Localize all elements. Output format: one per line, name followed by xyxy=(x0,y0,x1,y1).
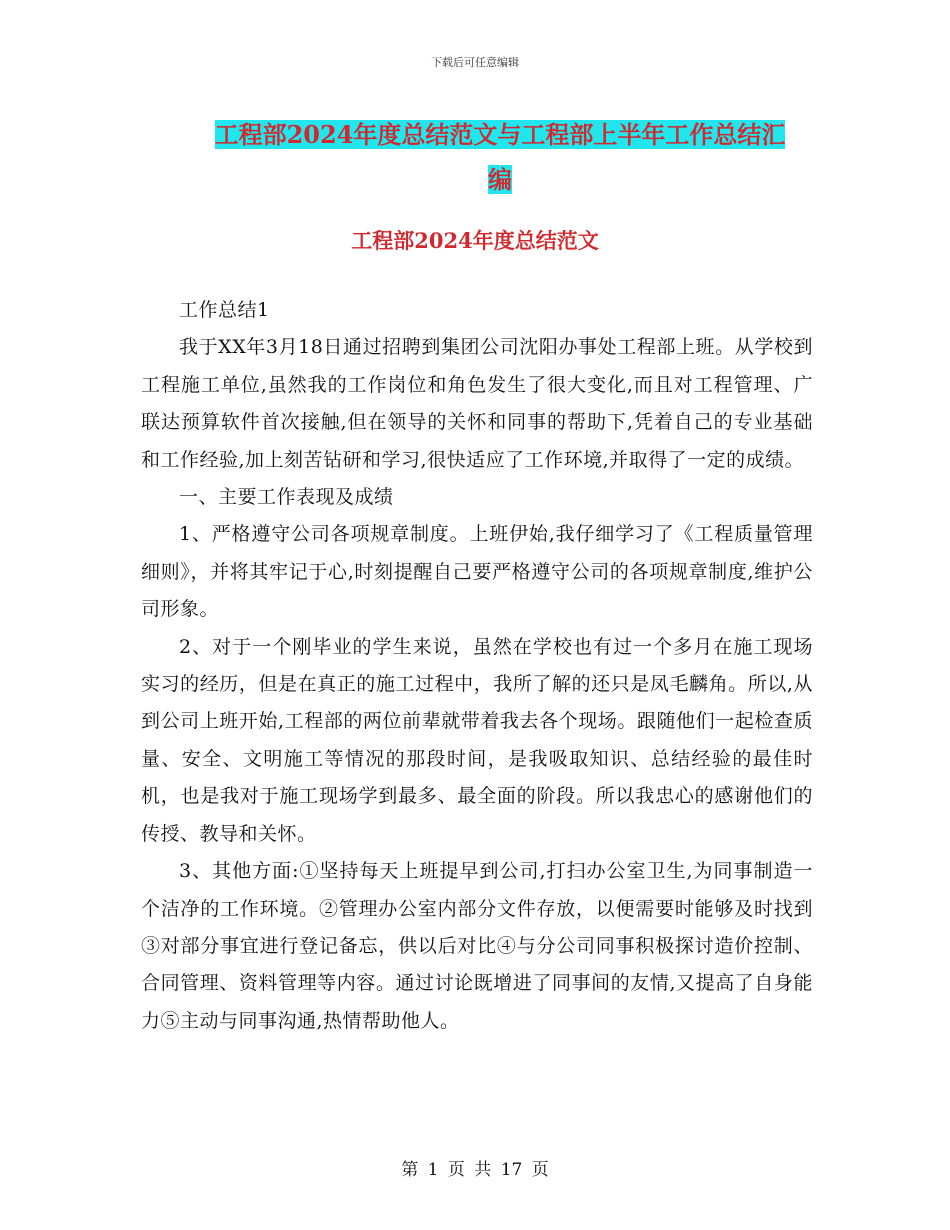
paragraph: 1、严格遵守公司各项规章制度。上班伊始,我仔细学习了《工程质量管理细则》，并将其牢记于心,时刻提醒自己要严格遵守公司的各项规章制度,维护公司形象。 xyxy=(141,523,813,621)
paragraph: 我于XX年3月18日通过招聘到集团公司沈阳办事处工程部上班。从学校到工程施工单位,虽然我的工作岗位和角色发生了很大变化,而且对工程管理、广联达预算软件首次接触,但在领导的关怀和同事的帮助下,凭着自己的专业基础和工作经验,加上刻苦钻研和学习,很快适应了工作环境,并取得了一定的成绩。 xyxy=(141,336,813,471)
paragraph: 2、对于一个刚毕业的学生来说，虽然在学校也有过一个多月在施工现场实习的经历，但是在真正的施工过程中，我所了解的还只是凤毛麟角。所以,从到公司上班开始,工程部的两位前辈就带着我去各个现场。跟随他们一起检查质量、安全、文明施工等情况的那段时间，是我吸取知识、总结经验的最佳时机，也是我对于施工现场学到最多、最全面的阶段。所以我忠心的感谢他们的传授、教导和关怀。 xyxy=(141,635,813,845)
document-title-line-1: 工程部2024年度总结范文与工程部上半年工作总结汇 xyxy=(214,120,786,149)
document-title-line-2: 编 xyxy=(488,165,512,194)
paragraph: 一、主要工作表现及成绩 xyxy=(179,486,394,509)
paragraph: 3、其他方面:①坚持每天上班提早到公司,打扫办公室卫生,为同事制造一个洁净的工作环境。②管理办公室内部分文件存放，以便需要时能够及时找到③对部分事宜进行登记备忘，供以后对比④与分公司同事积极探讨造价控制、合同管理、资料管理等内容。通过讨论既增进了同事间的友情,又提高了自身能力⑤主动与同事沟通,热情帮助他人。 xyxy=(141,860,813,1032)
body-text xyxy=(141,292,813,1040)
page-footer: 第 1 页 共 17 页 xyxy=(401,1160,549,1180)
section-title: 工程部2024年度总结范文 xyxy=(351,228,599,253)
document-title xyxy=(140,112,860,202)
paragraph: 工作总结1 xyxy=(179,299,270,321)
header-note: 下载后可任意编辑 xyxy=(431,56,519,69)
